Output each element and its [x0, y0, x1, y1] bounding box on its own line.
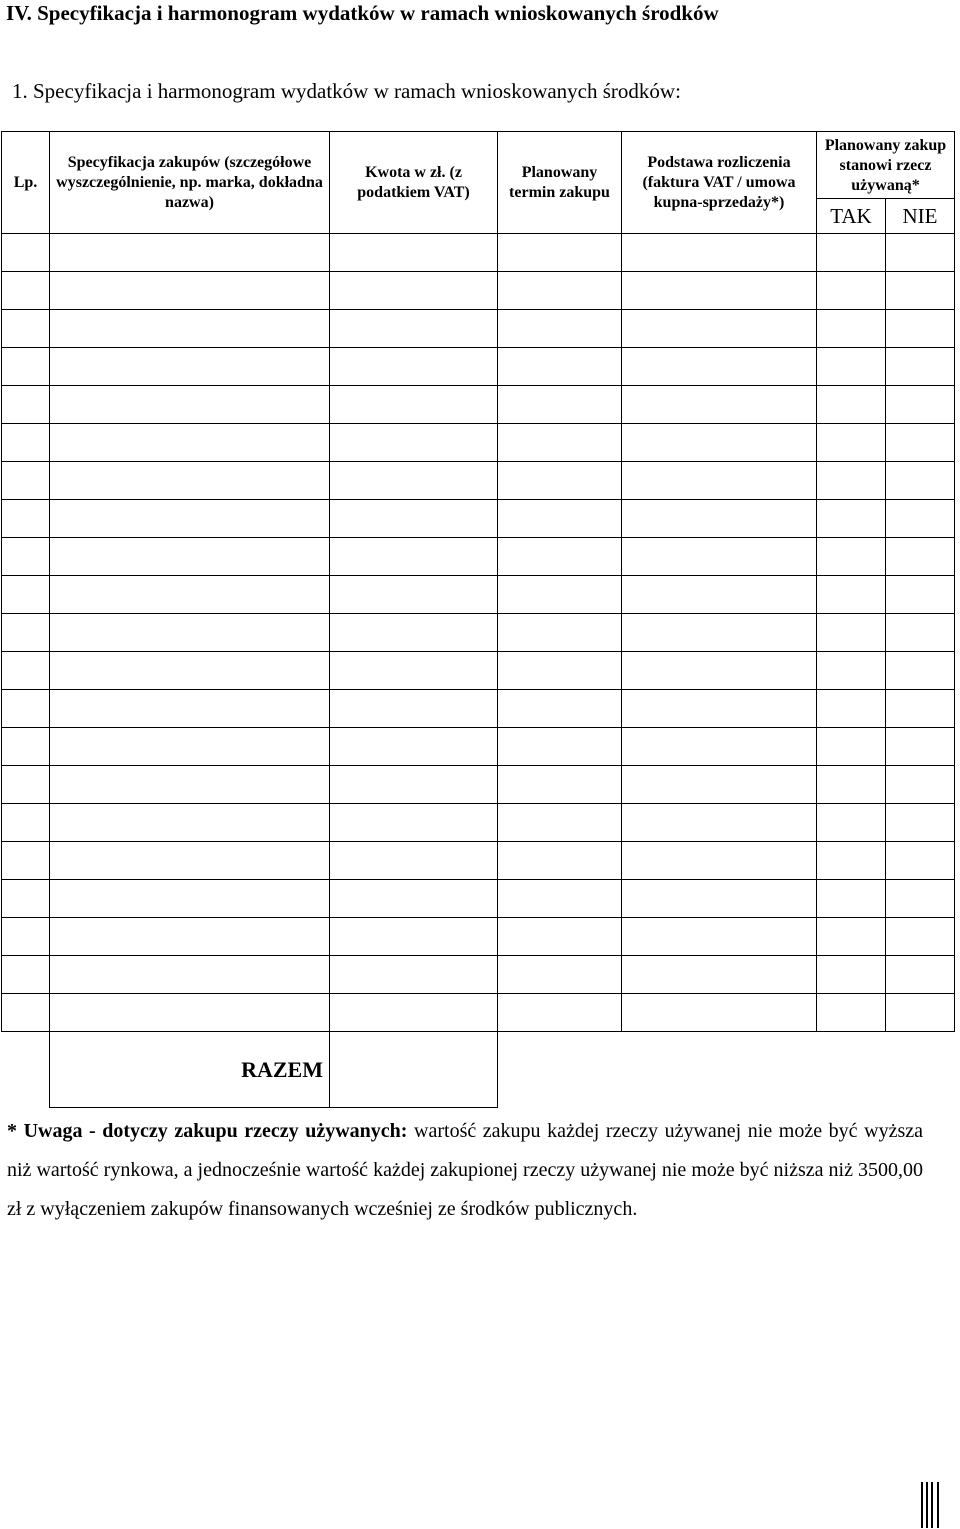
- used-no-cell[interactable]: [886, 576, 955, 614]
- settlement-basis-cell[interactable]: [622, 538, 817, 576]
- settlement-basis-cell[interactable]: [622, 576, 817, 614]
- specification-cell[interactable]: [50, 614, 330, 652]
- table-row: [2, 424, 955, 462]
- amount-cell[interactable]: [330, 728, 498, 766]
- planned-date-cell[interactable]: [498, 234, 622, 272]
- amount-cell[interactable]: [330, 272, 498, 310]
- used-yes-cell[interactable]: [817, 690, 886, 728]
- specification-cell[interactable]: [50, 766, 330, 804]
- settlement-basis-cell[interactable]: [622, 348, 817, 386]
- page-corner-mark: [921, 1482, 939, 1528]
- settlement-basis-cell[interactable]: [622, 234, 817, 272]
- note-lead: * Uwaga - dotyczy zakupu rzeczy używanych:: [7, 1120, 408, 1142]
- lp-cell[interactable]: [2, 272, 50, 310]
- table-row: [2, 728, 955, 766]
- table-row: [2, 272, 955, 310]
- lp-cell[interactable]: [2, 614, 50, 652]
- amount-cell[interactable]: [330, 766, 498, 804]
- planned-date-cell[interactable]: [498, 842, 622, 880]
- amount-cell[interactable]: [330, 424, 498, 462]
- lp-cell[interactable]: [2, 462, 50, 500]
- lp-cell[interactable]: [2, 956, 50, 994]
- header-used-item: Planowany zakup stanowi rzecz używaną*: [824, 137, 947, 194]
- used-no-cell[interactable]: [886, 386, 955, 424]
- used-no-cell[interactable]: [886, 234, 955, 272]
- specification-cell[interactable]: [50, 462, 330, 500]
- specification-cell[interactable]: [50, 310, 330, 348]
- header-used-item-cell: [817, 132, 955, 234]
- lp-cell[interactable]: [2, 310, 50, 348]
- specification-cell[interactable]: [50, 994, 330, 1032]
- amount-cell[interactable]: [330, 842, 498, 880]
- specification-cell[interactable]: [50, 234, 330, 272]
- settlement-basis-cell[interactable]: [622, 310, 817, 348]
- specification-cell[interactable]: [50, 538, 330, 576]
- used-yes-cell[interactable]: [817, 386, 886, 424]
- used-yes-cell[interactable]: [817, 956, 886, 994]
- planned-date-cell[interactable]: [498, 804, 622, 842]
- lp-cell[interactable]: [2, 842, 50, 880]
- used-no-cell[interactable]: [886, 842, 955, 880]
- planned-date-cell[interactable]: [498, 614, 622, 652]
- lp-cell[interactable]: [2, 918, 50, 956]
- lp-cell[interactable]: [2, 880, 50, 918]
- total-row: [2, 1032, 955, 1108]
- header-no: NIE: [902, 204, 938, 228]
- table-row: [2, 918, 955, 956]
- header-settlement-basis: Podstawa rozliczenia (faktura VAT / umowa kupna-sprzedaży*): [622, 132, 817, 234]
- used-no-cell[interactable]: [886, 500, 955, 538]
- planned-date-cell[interactable]: [498, 918, 622, 956]
- used-yes-cell[interactable]: [817, 310, 886, 348]
- used-no-cell[interactable]: [886, 880, 955, 918]
- subsection-title: 1. Specyfikacja i harmonogram wydatków w ramach wnioskowanych środków:: [12, 79, 681, 103]
- amount-cell[interactable]: [330, 880, 498, 918]
- planned-date-cell[interactable]: [498, 424, 622, 462]
- planned-date-cell[interactable]: [498, 462, 622, 500]
- used-yes-cell[interactable]: [817, 728, 886, 766]
- specification-cell[interactable]: [50, 386, 330, 424]
- lp-cell[interactable]: [2, 766, 50, 804]
- settlement-basis-cell[interactable]: [622, 842, 817, 880]
- planned-date-cell[interactable]: [498, 348, 622, 386]
- used-no-cell[interactable]: [886, 272, 955, 310]
- lp-cell[interactable]: [2, 576, 50, 614]
- table-header-row: [2, 132, 955, 234]
- specification-cell[interactable]: [50, 728, 330, 766]
- planned-date-cell[interactable]: [498, 500, 622, 538]
- used-yes-cell[interactable]: [817, 804, 886, 842]
- table-row: [2, 804, 955, 842]
- table-row: [2, 576, 955, 614]
- amount-cell[interactable]: [330, 614, 498, 652]
- planned-date-cell[interactable]: [498, 766, 622, 804]
- total-empty-area: [498, 1032, 955, 1108]
- planned-date-cell[interactable]: [498, 576, 622, 614]
- settlement-basis-cell[interactable]: [622, 766, 817, 804]
- used-no-cell[interactable]: [886, 766, 955, 804]
- table-row: [2, 462, 955, 500]
- amount-cell[interactable]: [330, 386, 498, 424]
- used-no-cell[interactable]: [886, 804, 955, 842]
- table-row: [2, 614, 955, 652]
- settlement-basis-cell[interactable]: [622, 614, 817, 652]
- table-row: [2, 842, 955, 880]
- planned-date-cell[interactable]: [498, 310, 622, 348]
- used-no-cell[interactable]: [886, 538, 955, 576]
- header-yes: TAK: [817, 199, 886, 233]
- amount-cell[interactable]: [330, 994, 498, 1032]
- total-label: RAZEM: [50, 1032, 330, 1108]
- note-body: wartość zakupu każdej rzeczy używanej nie może być wyższa niż wartość rynkowa, a jednocześnie wartość każdej zakupionej rzeczy używanej nie może być niższa niż 3500,00 zł z wyłączeniem zakupów finansowanych wcześniej ze środków publicznych.: [7, 1120, 923, 1220]
- table-row: [2, 880, 955, 918]
- used-no-cell[interactable]: [886, 994, 955, 1032]
- used-yes-cell[interactable]: [817, 994, 886, 1032]
- settlement-basis-cell[interactable]: [622, 994, 817, 1032]
- used-yes-cell[interactable]: [817, 576, 886, 614]
- used-no-cell[interactable]: [886, 348, 955, 386]
- settlement-basis-cell[interactable]: [622, 500, 817, 538]
- used-no-cell[interactable]: [886, 956, 955, 994]
- settlement-basis-cell[interactable]: [622, 462, 817, 500]
- table-row: [2, 690, 955, 728]
- table-row: [2, 994, 955, 1032]
- used-yes-cell[interactable]: [817, 424, 886, 462]
- table-row: [2, 386, 955, 424]
- settlement-basis-cell[interactable]: [622, 386, 817, 424]
- table-row: [2, 538, 955, 576]
- section-title: IV. Specyfikacja i harmonogram wydatków w ramach wnioskowanych środków: [6, 1, 719, 25]
- specification-cell[interactable]: [50, 424, 330, 462]
- amount-cell[interactable]: [330, 462, 498, 500]
- lp-cell[interactable]: [2, 994, 50, 1032]
- lp-cell[interactable]: [2, 424, 50, 462]
- table-row: [2, 348, 955, 386]
- total-amount-cell[interactable]: [330, 1032, 498, 1108]
- lp-cell[interactable]: [2, 500, 50, 538]
- amount-cell[interactable]: [330, 652, 498, 690]
- planned-date-cell[interactable]: [498, 386, 622, 424]
- used-no-cell[interactable]: [886, 424, 955, 462]
- table-row: [2, 766, 955, 804]
- amount-cell[interactable]: [330, 500, 498, 538]
- total-lp-cell: [2, 1032, 50, 1108]
- header-planned-date: Planowany termin zakupu: [498, 132, 622, 234]
- lp-cell[interactable]: [2, 728, 50, 766]
- used-yes-cell[interactable]: [817, 234, 886, 272]
- used-no-cell[interactable]: [886, 310, 955, 348]
- settlement-basis-cell[interactable]: [622, 804, 817, 842]
- used-yes-cell[interactable]: [817, 766, 886, 804]
- settlement-basis-cell[interactable]: [622, 652, 817, 690]
- planned-date-cell[interactable]: [498, 994, 622, 1032]
- table-row: [2, 956, 955, 994]
- table-row: [2, 652, 955, 690]
- used-yes-cell[interactable]: [817, 842, 886, 880]
- planned-date-cell[interactable]: [498, 652, 622, 690]
- planned-date-cell[interactable]: [498, 728, 622, 766]
- used-no-cell[interactable]: [886, 918, 955, 956]
- specification-cell[interactable]: [50, 880, 330, 918]
- used-yes-cell[interactable]: [817, 614, 886, 652]
- planned-date-cell[interactable]: [498, 956, 622, 994]
- amount-cell[interactable]: [330, 804, 498, 842]
- amount-cell[interactable]: [330, 576, 498, 614]
- header-amount: Kwota w zł. (z podatkiem VAT): [330, 132, 498, 234]
- specification-cell[interactable]: [50, 500, 330, 538]
- specification-cell[interactable]: [50, 348, 330, 386]
- expense-specification-table: [1, 131, 955, 1108]
- used-yes-cell[interactable]: [817, 652, 886, 690]
- specification-cell[interactable]: [50, 576, 330, 614]
- amount-cell[interactable]: [330, 310, 498, 348]
- used-no-cell[interactable]: [886, 462, 955, 500]
- settlement-basis-cell[interactable]: [622, 424, 817, 462]
- used-no-cell[interactable]: [886, 614, 955, 652]
- used-yes-cell[interactable]: [817, 348, 886, 386]
- planned-date-cell[interactable]: [498, 272, 622, 310]
- table-row: [2, 310, 955, 348]
- lp-cell[interactable]: [2, 538, 50, 576]
- used-yes-cell[interactable]: [817, 918, 886, 956]
- used-yes-cell[interactable]: [817, 462, 886, 500]
- used-yes-cell[interactable]: [817, 500, 886, 538]
- amount-cell[interactable]: [330, 538, 498, 576]
- specification-cell[interactable]: [50, 690, 330, 728]
- table-row: [2, 234, 955, 272]
- amount-cell[interactable]: [330, 234, 498, 272]
- planned-date-cell[interactable]: [498, 690, 622, 728]
- used-items-note: [7, 1112, 923, 1229]
- specification-cell[interactable]: [50, 956, 330, 994]
- table-row: [2, 500, 955, 538]
- lp-cell[interactable]: [2, 804, 50, 842]
- lp-cell[interactable]: [2, 690, 50, 728]
- lp-cell[interactable]: [2, 348, 50, 386]
- header-specification: Specyfikacja zakupów (szczegółowe wyszczególnienie, np. marka, dokładna nazwa): [50, 132, 330, 234]
- amount-cell[interactable]: [330, 690, 498, 728]
- settlement-basis-cell[interactable]: [622, 880, 817, 918]
- lp-cell[interactable]: [2, 234, 50, 272]
- settlement-basis-cell[interactable]: [622, 918, 817, 956]
- amount-cell[interactable]: [330, 956, 498, 994]
- specification-cell[interactable]: [50, 652, 330, 690]
- used-yes-cell[interactable]: [817, 880, 886, 918]
- header-lp: Lp.: [2, 132, 50, 234]
- used-yes-cell[interactable]: [817, 272, 886, 310]
- planned-date-cell[interactable]: [498, 538, 622, 576]
- lp-cell[interactable]: [2, 386, 50, 424]
- amount-cell[interactable]: [330, 348, 498, 386]
- settlement-basis-cell[interactable]: [622, 272, 817, 310]
- used-no-cell[interactable]: [886, 728, 955, 766]
- used-no-cell[interactable]: [886, 690, 955, 728]
- specification-cell[interactable]: [50, 804, 330, 842]
- settlement-basis-cell[interactable]: [622, 956, 817, 994]
- used-yes-cell[interactable]: [817, 538, 886, 576]
- planned-date-cell[interactable]: [498, 880, 622, 918]
- settlement-basis-cell[interactable]: [622, 728, 817, 766]
- lp-cell[interactable]: [2, 652, 50, 690]
- settlement-basis-cell[interactable]: [622, 690, 817, 728]
- used-no-cell[interactable]: [886, 652, 955, 690]
- specification-cell[interactable]: [50, 918, 330, 956]
- amount-cell[interactable]: [330, 918, 498, 956]
- specification-cell[interactable]: [50, 842, 330, 880]
- specification-cell[interactable]: [50, 272, 330, 310]
